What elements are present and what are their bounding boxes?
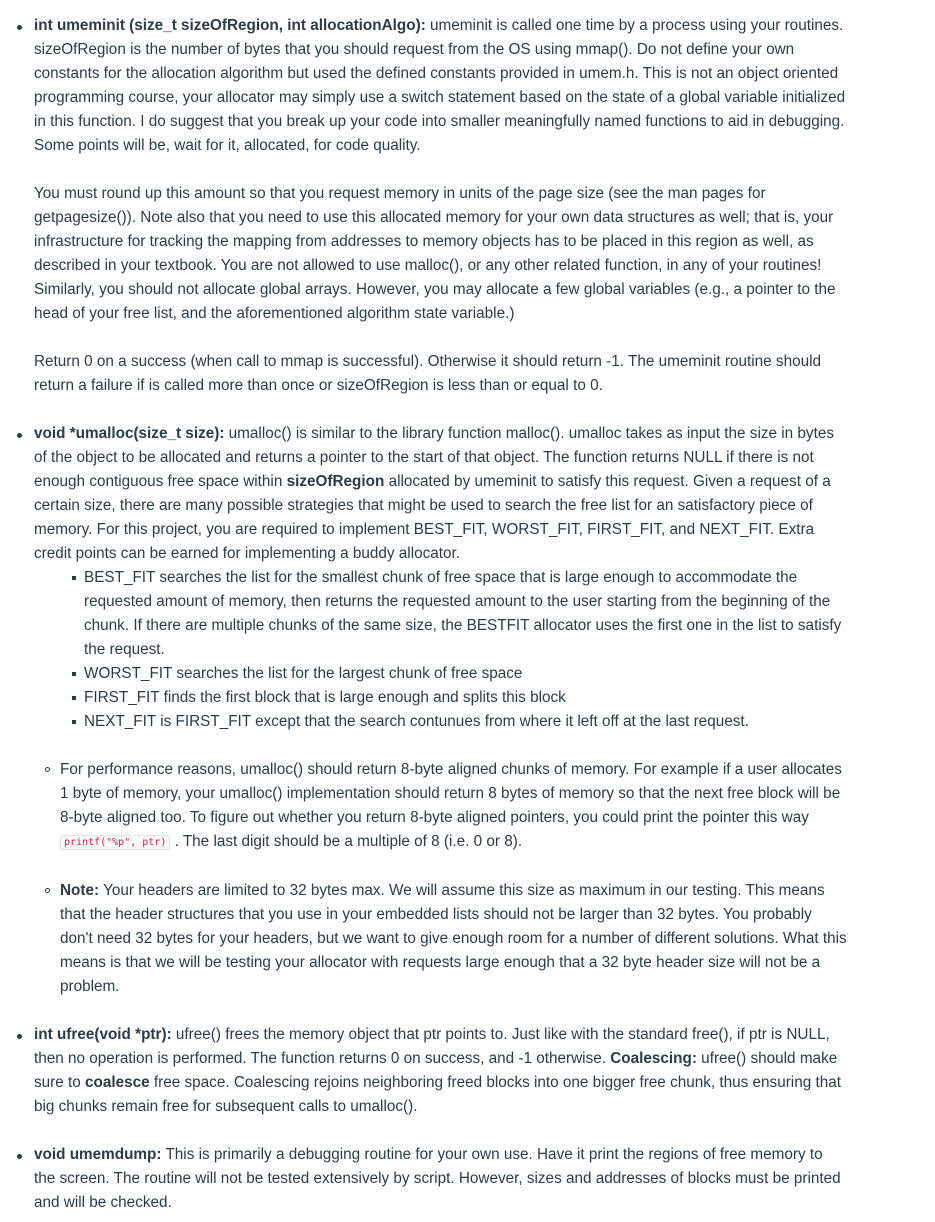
bullet: [17, 1154, 22, 1159]
umeminit-paragraph-1: [34, 14, 847, 158]
strategy-list: [34, 566, 847, 734]
list-item-umalloc: [0, 422, 935, 999]
umalloc-signature: void *umalloc(size_t size):: [34, 425, 225, 442]
list-item-ufree: [0, 1023, 935, 1119]
umeminit-paragraph-3: Return 0 on a success (when call to mmap is successful). Otherwise it should return -1. The umeminit routine should return a failure if is called more than once or sizeOfRegion is less than or equal to 0.: [34, 353, 822, 394]
umemdump-paragraph: void umemdump: This is primarily a debugging routine for your own use. Have it print the regions of free memory to the screen. The routine will not be tested extensively by script. However, sizes and addresses of blocks must be printed and will be checked.: [34, 1146, 841, 1211]
ufree-paragraph: int ufree(void *ptr): ufree() frees the memory object that ptr points to. Just like with the standard free(), if ptr is NULL, then no operation is performed. The function returns 0 on success, and -1 otherwise. Coalescing: ufree() should make sure to coalesce free space. Coalescing rejoins neighboring freed blocks into one bigger free chunk, thus ensuring that big chunks remain free for subsequent calls to umalloc().: [34, 1026, 841, 1115]
strategy-next-fit: NEXT_FIT is FIRST_FIT except that the search contunues from where it left off at the last request.: [34, 710, 847, 734]
coalescing-label: Coalescing:: [610, 1050, 697, 1067]
umalloc-paragraph: [34, 422, 847, 566]
note-label: Note:: [60, 882, 100, 899]
list-item-umemdump: [0, 1143, 935, 1215]
strategy-first-fit: FIRST_FIT finds the first block that is large enough and splits this block: [34, 686, 847, 710]
header-size-note: Note: Your headers are limited to 32 bytes max. We will assume this size as maximum in our testing. This means that the header structures that you use in your embedded lists should not be larger than 32 bytes. You probably don't need 32 bytes for your headers, but we want to give enough room for a number of different solutions. What this means is that we will be testing your allocator with requests large enough that a 32 byte header size will not be a problem.: [34, 879, 847, 999]
printf-code: printf("%p", ptr): [60, 835, 170, 850]
bullet: [17, 1034, 22, 1039]
strategy-worst-fit: WORST_FIT searches the list for the largest chunk of free space: [34, 662, 847, 686]
umeminit-paragraph-2: You must round up this amount so that you request memory in units of the page size (see the man pages for getpagesize()). Note also that you need to use this allocated memory for your own data structures as well; that is, your infrastructure for tracking the mapping from addresses to memory objects has to be placed in this region as well, as described in your textbook. You are not allowed to use malloc(), or any other related function, in any of your routines! Similarly, you should not allocate global arrays. However, you may allocate a few global variables (e.g., a pointer to the head of your free list, and the aforementioned algorithm state variable.): [34, 185, 836, 322]
strategy-best-fit: BEST_FIT searches the list for the smallest chunk of free space that is large enough to accommodate the requested amount of memory, then returns the requested amount to the user starting from the beginning of the chunk. If there are multiple chunks of the same size, the BESTFIT allocator uses the first one in the list to satisfy the request.: [34, 566, 847, 662]
sizeofregion-bold: sizeOfRegion: [286, 473, 385, 490]
list-item-umeminit: [0, 14, 935, 398]
umemdump-signature: void umemdump:: [34, 1146, 162, 1163]
coalesce-bold: coalesce: [85, 1074, 150, 1091]
umeminit-description: umeminit is called one time by a process using your routines. sizeOfRegion is the number of bytes that you should request from the OS using mmap(). Do not define your own constants for the allocation algorithm but used the defined constants provided in umem.h. This is not an object oriented programming course, your allocator may simply use a switch statement based on the state of a global variable initialized in this function. I do suggest that you break up your code into smaller meaningfully named functions to aid in debugging. Some points will be, wait for it, allocated, for code quality.: [34, 17, 846, 154]
umalloc-description-cont: allocated by umeminit to satisfy this request. Given a request of a certain size, there are many possible strategies that might be used to search the free list for an satisfactory piece of memory. For this project, you are required to implement BEST_FIT, WORST_FIT, FIRST_FIT, and NEXT_FIT. Extra credit points can be earned for implementing a buddy allocator.: [34, 473, 831, 562]
ufree-signature: int ufree(void *ptr):: [34, 1026, 172, 1043]
umalloc-description: umalloc() is similar to the library function malloc(). umalloc takes as input the size in bytes of the object to be allocated and returns a pointer to the start of that object. The function returns NULL if there is not enough contiguous free space within: [34, 425, 834, 490]
umeminit-signature: int umeminit (size_t sizeOfRegion, int allocationAlgo):: [34, 17, 426, 34]
alignment-note: For performance reasons, umalloc() should return 8-byte aligned chunks of memory. For example if a user allocates 1 byte of memory, your umalloc() implementation should return 8 bytes of memory so that the next free block will be 8-byte aligned too. To figure out whether you return 8-byte aligned pointers, you could print the pointer this way printf("%p", ptr) . The last digit should be a multiple of 8 (i.e. 0 or 8).: [34, 758, 847, 855]
bullet: [17, 25, 22, 30]
bullet: [17, 433, 22, 438]
